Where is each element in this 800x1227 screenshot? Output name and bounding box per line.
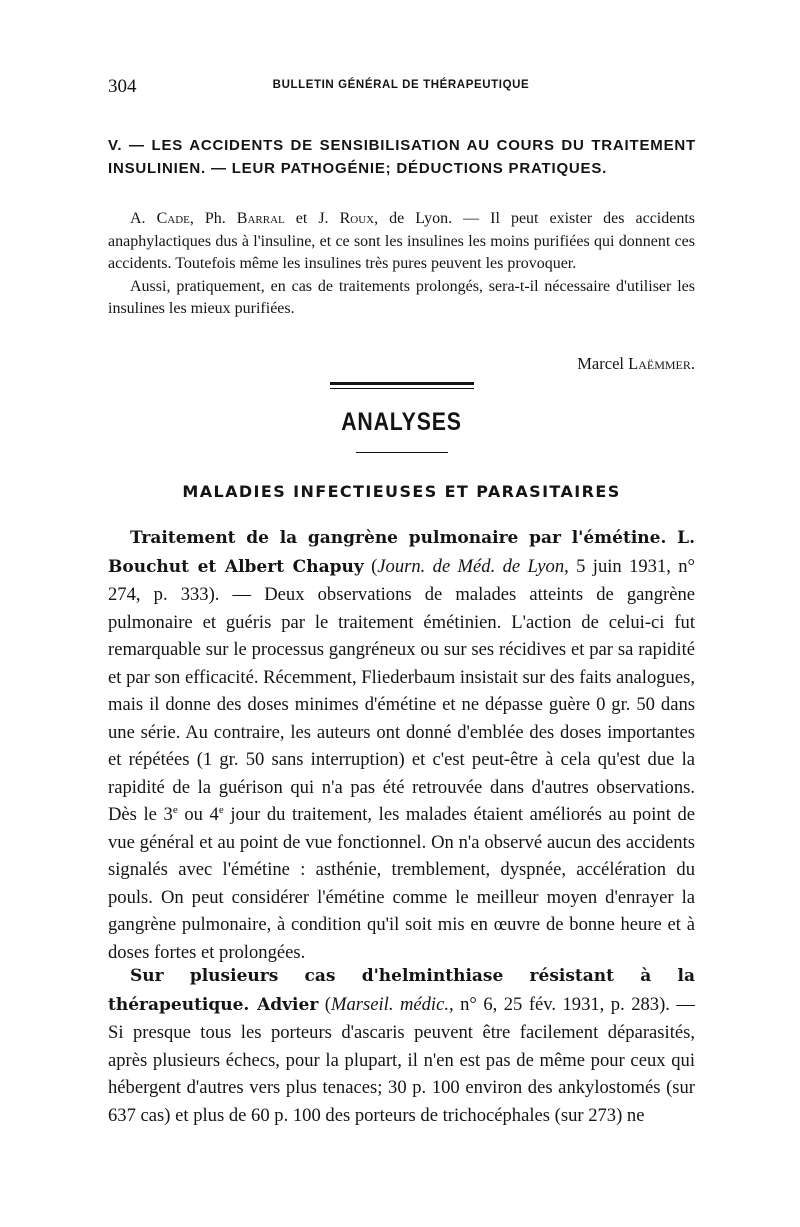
- review-emetine-journal: Journ. de Méd. de Lyon: [377, 555, 565, 577]
- review-helminthiase-journal: Marseil. médic.: [330, 993, 449, 1015]
- review-emetine-body-2: jour du traitement, les malades étaient améliorés au point de vue général et au point de vue fonctionnel. On n'a observé aucun des accidents signalés avec l'émétine : asthénie, tremblement, dyspnée, accélération du pouls. On peut considérer l'émétine comme le meilleur moyen d'enrayer la gangrène pulmonaire, à condition qu'il soit mis en œuvre de bonne heure et à doses fortes et prolongées.: [108, 804, 696, 963]
- page-number: 304: [108, 76, 137, 97]
- category-title: MALADIES INFECTIEUSES ET PARASITAIRES: [182, 482, 621, 501]
- author-barral: Barral: [236, 210, 285, 227]
- author-roux: Roux: [339, 210, 375, 227]
- review-emetine-paren: (: [371, 555, 378, 577]
- running-title: BULLETIN GÉNÉRAL DE THÉRAPEUTIQUE: [272, 79, 530, 91]
- author-initial-a: A.: [130, 210, 146, 227]
- review-emetine-source: , 5 juin 1931, n° 274, p. 333).: [108, 555, 695, 605]
- divider-thin: [330, 388, 474, 389]
- review-helminthiase-body: — Si presque tous les porteurs d'ascaris peuvent être facilement déparasités, après plusieurs échecs, pour la plupart, il n'en est pas de même pour ceux qui hébergent d'autres vers plus tenaces; 30 p. 100 environ des ankylostomés (sur 637 cas) et plus de 60 p. 100 des porteurs de trichocéphales (sur 273) ne: [108, 993, 696, 1126]
- analyses-title: ANALYSES: [341, 408, 462, 436]
- insulin-text: — Il peut exister des accidents anaphylactiques dus à l'insuline, et ce sont les insulines les moins purifiées qui donnent ces accidents. Toutefois même les insulines très pures peuvent les provoquer.: [108, 210, 696, 272]
- author-cade: Cade: [156, 210, 190, 227]
- author-conjunction: et J.: [295, 210, 329, 227]
- insulin-paragraph-2: Aussi, pratiquement, en cas de traitements prolongés, sera-t-il nécessaire d'utiliser les insulines les mieux purifiées.: [108, 277, 695, 317]
- superscript-e-1: e: [172, 803, 178, 816]
- review-emetine-mid: ou 4: [177, 804, 219, 825]
- author-place: , de Lyon.: [374, 210, 453, 227]
- insulin-paragraph-1: A. Cade, Ph. Barral et J. Roux, de Lyon. — Il peut exister des accidents anaphylactiques dus à l'insuline, et ce sont les insulines les moins purifiées qui donnent ces accidents. Toutefois même les insulines très pures peuvent les provoquer.: [108, 210, 696, 272]
- insulin-article: [108, 208, 695, 321]
- signature-first-name: Marcel: [577, 354, 624, 373]
- review-helminthiase-title: Sur plusieurs cas d'helminthiase résistant à la thérapeutique. Advier: [108, 966, 695, 1015]
- divider-under-title: [356, 452, 448, 453]
- review-emetine-body-1: — Deux observations de malades atteints de gangrène pulmonaire et guéris par le traitement émétinien. L'action de celui-ci fut remarquable sur le processus gangréneux ou sur ses récidives et par sa rapidité et par son efficacité. Récemment, Fliederbaum insistait sur des faits analogues, mais il donne des doses minimes d'émétine et ne dépasse guère 0 gr. 50 dans une série. Au contraire, les auteurs ont donné d'emblée des doses importantes et répétées (1 gr. 50 sans interruption) et c'est peut-être à cela qu'est due la rapidité de la guérison qui n'a pas été retrouvée dans d'autres observations. Dès le 3: [108, 584, 695, 825]
- signature: [108, 354, 695, 374]
- review-helminthiase-paren: (: [324, 993, 331, 1015]
- superscript-e-2: e: [218, 803, 224, 816]
- section-heading: V. — LES ACCIDENTS DE SENSIBILISATION AU COURS DU TRAITEMENT INSULINIEN. — LEUR PATHOGÉNIE; DÉDUCTIONS PRATIQUES.: [108, 137, 696, 177]
- review-helminthiase-source: , n° 6, 25 fév. 1931, p. 283).: [449, 993, 670, 1015]
- running-header: [108, 76, 694, 100]
- author-initial-ph: Ph.: [204, 210, 226, 227]
- review-emetine: [108, 524, 695, 966]
- divider-thick: [330, 382, 474, 385]
- signature-last-name: Laëmmer.: [628, 354, 695, 373]
- review-emetine-title: Traitement de la gangrène pulmonaire par l'émétine. L. Bouchut et Albert Chapuy: [108, 528, 695, 577]
- review-helminthiase: [108, 962, 695, 1129]
